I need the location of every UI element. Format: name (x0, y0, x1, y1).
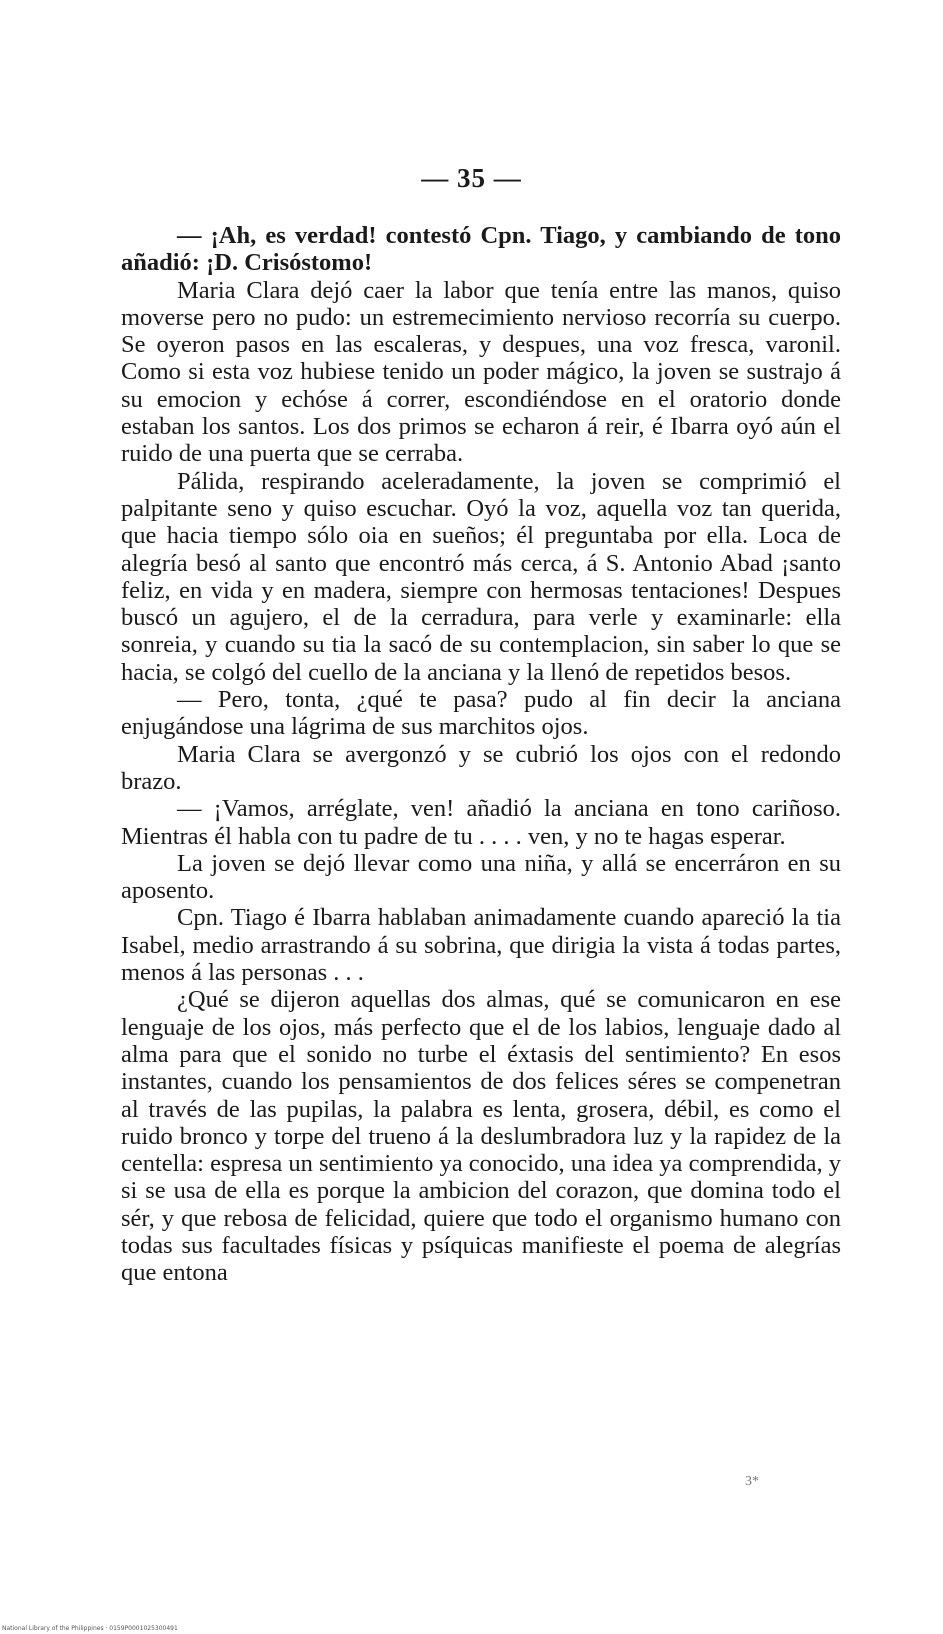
paragraph: Maria Clara dejó caer la labor que tenía entre las manos, quiso moverse pero no pudo: un estremecimiento nervioso recorría su cuerpo. Se oyeron pasos en las escaleras, y despues, una voz fresca, varonil. Como si esta voz hubiese tenido un poder mágico, la joven se sustrajo á su emocion y echóse á correr, escondiéndose en el oratorio donde estaban los santos. Los dos primos se echaron á reir, é Ibarra oyó aún el ruido de una puerta que se cerraba. (121, 276, 841, 468)
paragraph: Maria Clara se avergonzó y se cubrió los ojos con el redondo brazo. (121, 740, 841, 795)
page-number: — 35 — (421, 163, 522, 193)
paragraph: ¿Qué se dijeron aquellas dos almas, qué se comunicaron en ese lenguaje de los ojos, más perfecto que el de los labios, lenguaje dado al alma para que el sonido no turbe el éxtasis del sentimiento? En esos instantes, cuando los pensamientos de dos felices séres se compenetran al través de las pupilas, la palabra es lenta, grosera, débil, es como el ruido bronco y torpe del trueno á la deslumbradora luz y la rapidez de la centella: espresa un sentimiento ya conocido, una idea ya comprendida, y si se usa de ella es porque la ambicion del corazon, que domina todo el sér, y que rebosa de felicidad, quiere que todo el organismo humano con todas sus facultades físicas y psíquicas manifieste el poema de alegrías que entona (121, 986, 841, 1287)
paragraph: — ¡Ah, es verdad! contestó Cpn. Tiago, y cambiando de tono añadió: ¡D. Crisóstomo! (121, 222, 841, 277)
paragraph: Cpn. Tiago é Ibarra hablaban animadamente cuando apareció la tia Isabel, medio arrastrando á su sobrina, que dirigia la vista á todas partes, menos á las personas . . . (121, 904, 841, 987)
paragraph: La joven se dejó llevar como una niña, y allá se encerráron en su aposento. (121, 849, 841, 905)
signature-mark: 3* (745, 1474, 759, 1489)
paragraph: — Pero, tonta, ¿qué te pasa? pudo al fin decir la anciana enjugándose una lágrima de sus marchitos ojos. (121, 686, 841, 741)
footer-credit: National Library of the Philippines · 0159P0001025300491 (2, 1625, 178, 1632)
body-text (121, 222, 841, 1287)
paragraph: Pálida, respirando aceleradamente, la joven se comprimió el palpitante seno y quiso escuchar. Oyó la voz, aquella voz tan querida, que hacia tiempo sólo oia en sueños; él preguntaba por ella. Loca de alegría besó al santo que encontró más cerca, á S. Antonio Abad ¡santo feliz, en vida y en madera, siempre con hermosas tentaciones! Despues buscó un agujero, el de la cerradura, para verle y examinarle: ella sonreia, y cuando su tia la sacó de su contemplacion, sin saber lo que se hacia, se colgó del cuello de la anciana y la llenó de repetidos besos. (121, 467, 841, 686)
paragraph: — ¡Vamos, arréglate, ven! añadió la anciana en tono cariñoso. Mientras él habla con tu padre de tu . . . . ven, y no te hagas esperar. (121, 795, 841, 850)
